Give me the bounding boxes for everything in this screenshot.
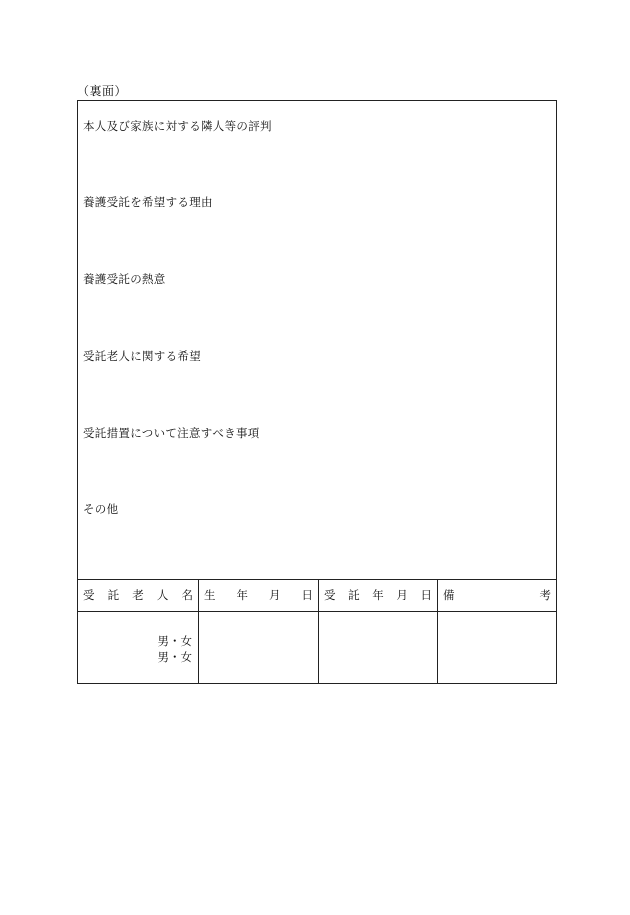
table-header-row [78,580,556,612]
cell-elderly-name[interactable] [78,612,198,684]
section-elderly-preference-label: 受託老人に関する希望 [83,349,201,363]
cell-remarks[interactable] [437,612,556,684]
header-birthdate: 生 年 月 日 [204,588,313,602]
narrative-sections [78,101,556,579]
header-entrust-date: 受 託 年 月 日 [324,588,432,602]
header-cell-remarks [437,580,556,611]
cell-entrust-date[interactable] [318,612,437,684]
header-cell-birthdate [198,580,318,611]
cell-birthdate[interactable] [198,612,318,684]
elderly-table [78,579,556,684]
header-cell-entrust-date [318,580,437,611]
section-reason-label: 養護受託を希望する理由 [83,195,213,209]
header-remarks: 備 考 [443,588,551,602]
form-frame [77,100,557,684]
section-neighbor-reputation-label: 本人及び家族に対する隣人等の評判 [83,119,272,133]
page-side-label: （裏面） [77,84,128,98]
sex-option-line: 男・女 [157,650,192,664]
header-name: 受 託 老 人 名 [83,588,193,602]
section-enthusiasm-label: 養護受託の熱意 [83,272,166,286]
section-notes-label: 受託措置について注意すべき事項 [83,426,260,440]
section-other-label: その他 [83,502,119,516]
header-cell-name [78,580,198,611]
sex-options [158,633,193,665]
table-row [78,612,556,684]
sex-option-line: 男・女 [157,634,192,648]
